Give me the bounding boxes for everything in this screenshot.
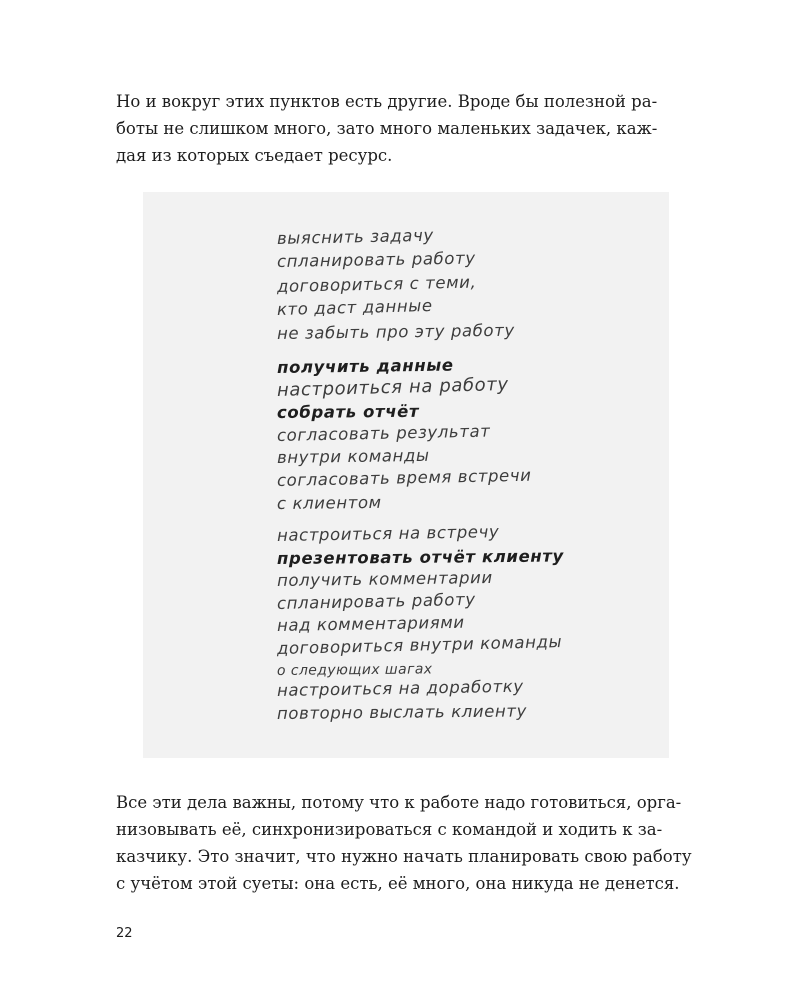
conclusion-paragraph: Все эти дела важны, потому что к работе надо готовиться, орга- низовывать её, синхронизироваться с командой и ходить к за- казчику. Это значит, что нужно начать планировать свою работу с учётом этой суеты: она есть, её много, она никуда не денется.	[116, 793, 692, 893]
task-line: получить комментарии	[276, 567, 493, 590]
task-line: повторно выслать клиенту	[276, 700, 528, 723]
handwritten-task-list-illustration	[143, 192, 669, 758]
task-line: настроиться на работу	[276, 373, 509, 401]
task-line: не забыть про эту работу	[276, 320, 515, 343]
task-line: договориться с теми,	[276, 272, 477, 296]
task-line: над комментариями	[276, 612, 465, 635]
task-group-scheduling	[276, 465, 532, 515]
intro-paragraph: Но и вокруг этих пунктов есть другие. Вроде бы полезной ра- боты не слишком много, зато много маленьких задачек, каж- дая из которых съедает ресурс.	[116, 92, 658, 165]
task-line: с клиентом	[276, 492, 382, 513]
task-line: внутри команды	[276, 445, 430, 467]
task-group-meeting	[276, 522, 564, 683]
task-line: согласовать результат	[276, 421, 491, 445]
task-line: согласовать время встречи	[276, 465, 532, 490]
page-number: 22	[116, 926, 133, 941]
task-group-followup	[276, 676, 528, 725]
task-line: спланировать работу	[276, 248, 476, 271]
task-line: получить данные	[276, 355, 454, 377]
task-line: настроиться на встречу	[276, 522, 500, 545]
task-line: выяснить задачу	[276, 225, 434, 248]
task-line: кто даст данные	[276, 295, 433, 319]
task-line: собрать отчёт	[276, 401, 420, 422]
task-line: настроиться на доработку	[276, 676, 524, 700]
task-group-planning	[276, 225, 515, 346]
task-line: спланировать работу	[276, 589, 476, 613]
task-line: о следующих шагах	[276, 661, 433, 679]
task-line: презентовать отчёт клиенту	[276, 545, 564, 568]
task-line: договориться внутри команды	[276, 631, 563, 658]
task-group-execution	[277, 357, 509, 470]
